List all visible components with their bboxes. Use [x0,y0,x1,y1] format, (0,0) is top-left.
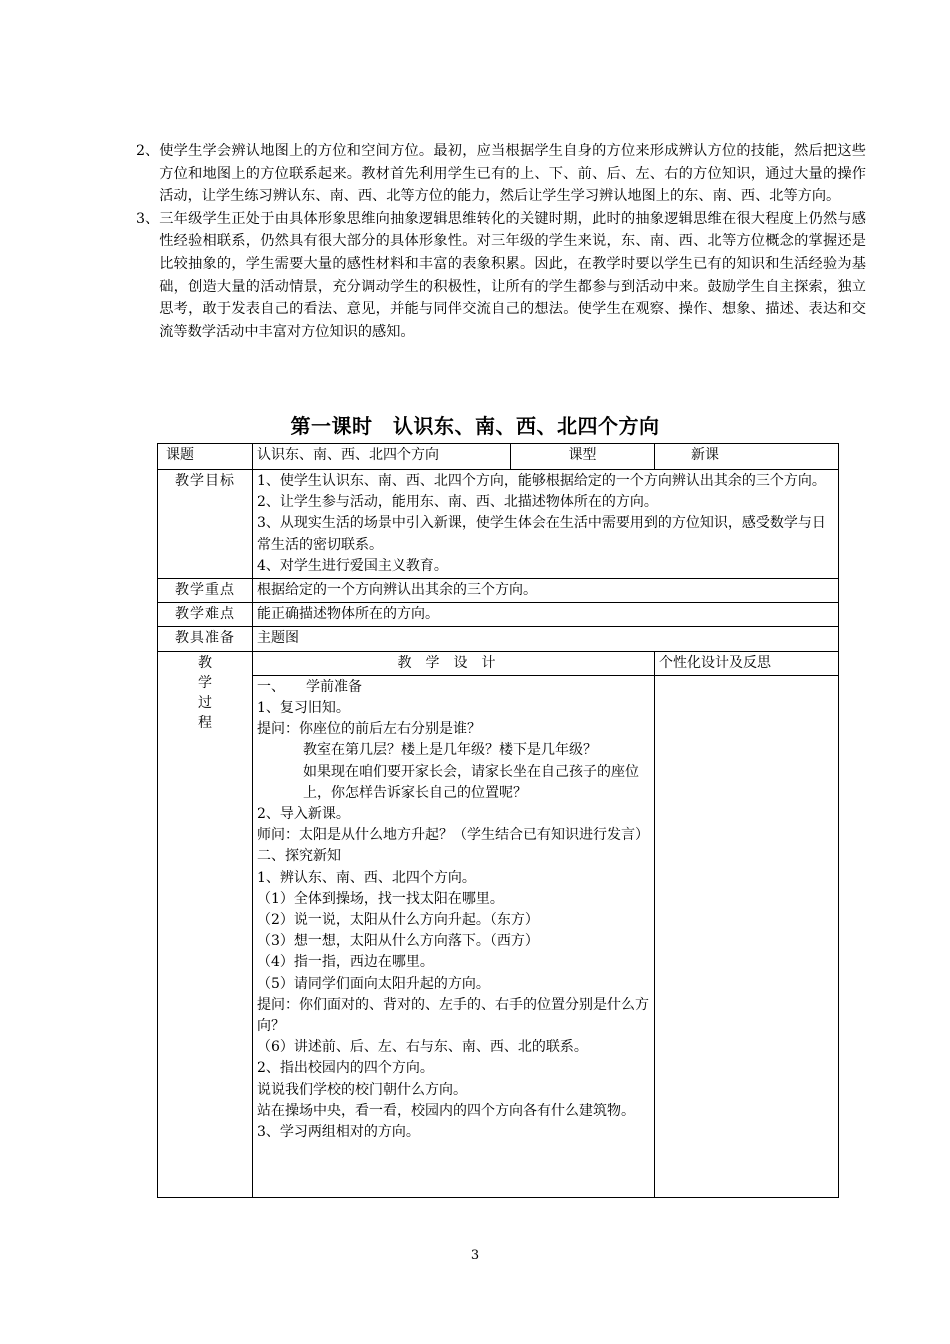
design-line: （6）讲述前、后、左、右与东、南、西、北的联系。 [257,1039,588,1056]
design-line: 说说我们学校的校门朝什么方向。 [257,1081,467,1098]
design-line: 二、探究新知 [257,848,341,865]
aids-label: 教具准备 [158,627,253,651]
design-line: 2、指出校园内的四个方向。 [257,1060,434,1077]
design-line: （3）想一想，太阳从什么方向落下。（西方） [257,933,539,950]
lesson-title: 第一课时 认识东、南、西、北四个方向 [290,414,660,438]
difficulty-value: 能正确描述物体所在的方向。 [253,603,839,627]
page-number: 3 [470,1248,480,1263]
goals-content [253,470,839,579]
goal-item: 4、对学生进行爱国主义教育。 [257,557,448,574]
intro-item-number: 3、 [136,210,160,227]
key-point-row [158,579,839,603]
difficulty-label: 教学难点 [158,603,253,627]
goals-label: 教学目标 [158,470,253,579]
intro-item-2 [136,140,866,208]
design-line: 3、学习两组相对的方向。 [257,1124,420,1141]
intro-section [136,140,866,343]
design-body-row [158,675,839,1197]
difficulty-row [158,603,839,627]
type-label: 课型 [511,444,655,470]
design-line: 站在操场中央，看一看，校园内的四个方向各有什么建筑物。 [257,1102,635,1119]
design-line: 一、 学前准备 [257,678,362,695]
design-content [253,675,655,1197]
intro-item-3 [136,208,866,344]
design-line: （4）指一指，西边在哪里。 [257,954,434,971]
intro-item-number: 2、 [136,143,160,159]
process-label-char: 过 [198,694,212,711]
process-header-row [158,651,839,675]
design-line: 提问：你们面对的、背对的、左手的、右手的位置分别是什么方向？ [257,996,649,1035]
aids-value: 主题图 [253,627,839,651]
goals-row [158,470,839,579]
key-point-label: 教学重点 [158,579,253,603]
reflection-header: 个性化设计及反思 [655,651,839,675]
goal-item: 2、让学生参与活动，能用东、南、西、北描述物体所在的方向。 [257,494,658,511]
lesson-plan-table [157,443,839,1198]
design-line: 提问：你座位的前后左右分别是谁？ [257,721,481,738]
topic-value: 认识东、南、西、北四个方向 [253,444,511,470]
design-line: （5）请同学们面向太阳升起的方向。 [257,975,490,992]
design-line: 2、导入新课。 [257,806,350,823]
design-line: 1、辨认东、南、西、北四个方向。 [257,869,476,886]
design-line: 如果现在咱们要开家长会，请家长坐在自己孩子的座位上，你怎样告诉家长自己的位置呢？ [303,763,639,801]
design-line: （2）说一说，太阳从什么方向升起。（东方） [257,912,539,929]
process-label-char: 学 [198,674,212,691]
goal-item: 3、从现实生活的场景中引入新课，使学生体会在生活中需要用到的方位知识，感受数学与日常生活的密切联系。 [257,515,826,553]
design-line: 师问：太阳是从什么地方升起？（学生结合已有知识进行发言） [257,827,649,844]
reflection-content [655,675,839,1197]
design-header: 教学设计 [253,651,655,675]
process-label [158,651,253,1197]
design-line: 1、复习旧知。 [257,700,350,717]
topic-row [158,444,839,470]
process-label-char: 程 [198,714,212,731]
key-point-value: 根据给定的一个方向辨认出其余的三个方向。 [253,579,839,603]
topic-label: 课题 [158,444,253,470]
intro-item-text: 使学生学会辨认地图上的方位和空间方位。最初，应当根据学生自身的方位来形成辨认方位的技能，然后把这些方位和地图上的方位联系起来。教材首先利用学生已有的上、下、前、后、左、右的方位知识，通过大量的操作活动，让学生练习辨认东、南、西、北等方位的能力，然后让学生学习辨认地图上的东、南、西、北等方向。 [159,143,866,205]
intro-item-text: 三年级学生正处于由具体形象思维向抽象逻辑思维转化的关键时期，此时的抽象逻辑思维在很大程度上仍然与感性经验相联系，仍然具有很大部分的具体形象性。对三年级的学生来说，东、南、西、北等方位概念的掌握还是比较抽象的，学生需要大量的感性材料和丰富的表象积累。因此，在教学时要以学生已有的知识和生活经验为基础，创造大量的活动情景，充分调动学生的积极性，让所有的学生都参与到活动中来。鼓励学生自主探索，独立思考，敢于发表自己的看法、意见，并能与同伴交流自己的想法。使学生在观察、操作、想象、描述、表达和交流等数学活动中丰富对方位知识的感知。 [159,210,866,340]
process-label-char: 教 [198,654,212,671]
aids-row [158,627,839,651]
design-line: 教室在第几层？楼上是几年级？楼下是几年级？ [303,742,597,759]
design-line: （1）全体到操场，找一找太阳在哪里。 [257,890,504,907]
type-value: 新课 [655,444,839,470]
goal-item: 1、使学生认识东、南、西、北四个方向，能够根据给定的一个方向辨认出其余的三个方向。 [257,473,826,489]
